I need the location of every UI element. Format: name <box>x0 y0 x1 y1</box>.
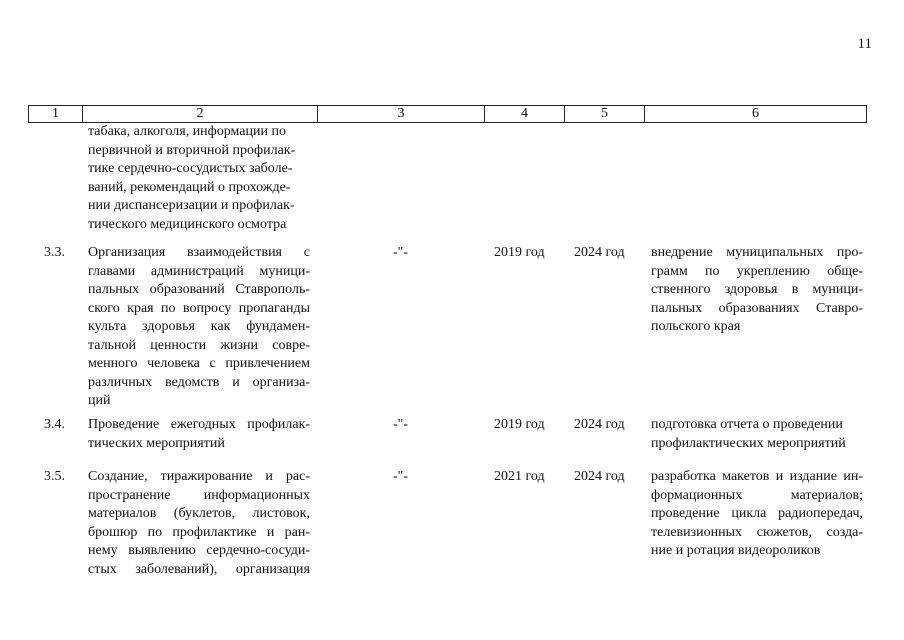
text-line: нему выявлению сердечно-сосуди- <box>88 543 310 558</box>
row-end-year: 2024 год <box>574 417 625 432</box>
text-line: ние и ротация видеороликов <box>651 543 821 558</box>
text-line: разработка макетов и издание ин- <box>651 469 863 484</box>
text-line: проведение цикла радиопередач, <box>651 506 863 521</box>
text-line: телевизионных сюжетов, созда- <box>651 524 863 540</box>
text-line: пространение информационных <box>88 487 310 503</box>
text-line: формационных материалов; <box>651 487 863 503</box>
row-executor: -"- <box>393 469 409 484</box>
text-line: нии диспансеризации и профилак- <box>88 198 295 213</box>
text-line: подготовка отчета о проведении <box>651 417 843 432</box>
text-line: пальных образованиях Ставро- <box>651 300 863 316</box>
row-start-year: 2019 год <box>494 245 545 260</box>
text-line: профилактических мероприятий <box>651 435 846 451</box>
row-end-year: 2024 год <box>574 469 625 484</box>
text-line: Организация взаимодействия с <box>88 245 310 260</box>
text-line: Создание, тиражирование и рас- <box>88 469 310 484</box>
row-executor: -"- <box>393 245 409 260</box>
text-line: менного человека с привлечением <box>88 356 310 371</box>
text-line: ского края по вопросу пропаганды <box>88 300 310 316</box>
row-result <box>651 416 863 453</box>
continuation-description <box>88 123 310 234</box>
column-header-2: 2 <box>83 106 318 122</box>
row-number: 3.4. <box>44 417 65 432</box>
text-line: польского края <box>651 319 741 334</box>
page-number: 11 <box>857 36 872 52</box>
text-line: ваний, рекомендаций о прохожде- <box>88 179 291 195</box>
column-header-5: 5 <box>565 106 645 122</box>
column-header-1: 1 <box>29 106 83 122</box>
row-start-year: 2021 год <box>494 469 545 484</box>
text-line: внедрение муниципальных про- <box>651 245 863 260</box>
text-line: культа здоровья как фундамен- <box>88 319 310 334</box>
row-description <box>88 244 310 411</box>
text-line: тике сердечно-сосудистых заболе- <box>88 161 293 176</box>
text-line: Проведение ежегодных профилак- <box>88 417 310 432</box>
text-line: брошюр по профилактике и ран- <box>88 524 310 540</box>
text-line: главами администраций муници- <box>88 263 310 279</box>
text-line: стых заболеваний), организация <box>88 561 310 577</box>
text-line: табака, алкоголя, информации по <box>88 124 286 139</box>
row-description <box>88 468 310 579</box>
text-line: грамм по укреплению обще- <box>651 263 863 279</box>
text-line: ственного здоровья в муници- <box>651 282 863 297</box>
text-line: различных ведомств и организа- <box>88 374 310 390</box>
text-line: пальных образований Ставрополь- <box>88 282 310 297</box>
row-result <box>651 244 863 337</box>
row-start-year: 2019 год <box>494 417 545 432</box>
text-line: первичной и вторичной профилак- <box>88 142 296 158</box>
text-line: ций <box>88 393 111 408</box>
column-header-6: 6 <box>752 106 759 121</box>
text-line: материалов (буклетов, листовок, <box>88 506 310 521</box>
row-executor: -"- <box>393 417 409 432</box>
column-header-4: 4 <box>485 106 565 122</box>
row-end-year: 2024 год <box>574 245 625 260</box>
row-number: 3.5. <box>44 469 65 484</box>
row-result <box>651 468 863 561</box>
column-header-3: 3 <box>318 106 485 122</box>
row-description <box>88 416 310 453</box>
table-header-row <box>28 105 867 123</box>
text-line: тических мероприятий <box>88 435 225 451</box>
row-number: 3.3. <box>44 245 65 260</box>
text-line: тического медицинского осмотра <box>88 216 287 232</box>
text-line: тальной ценности жизни совре- <box>88 337 310 353</box>
